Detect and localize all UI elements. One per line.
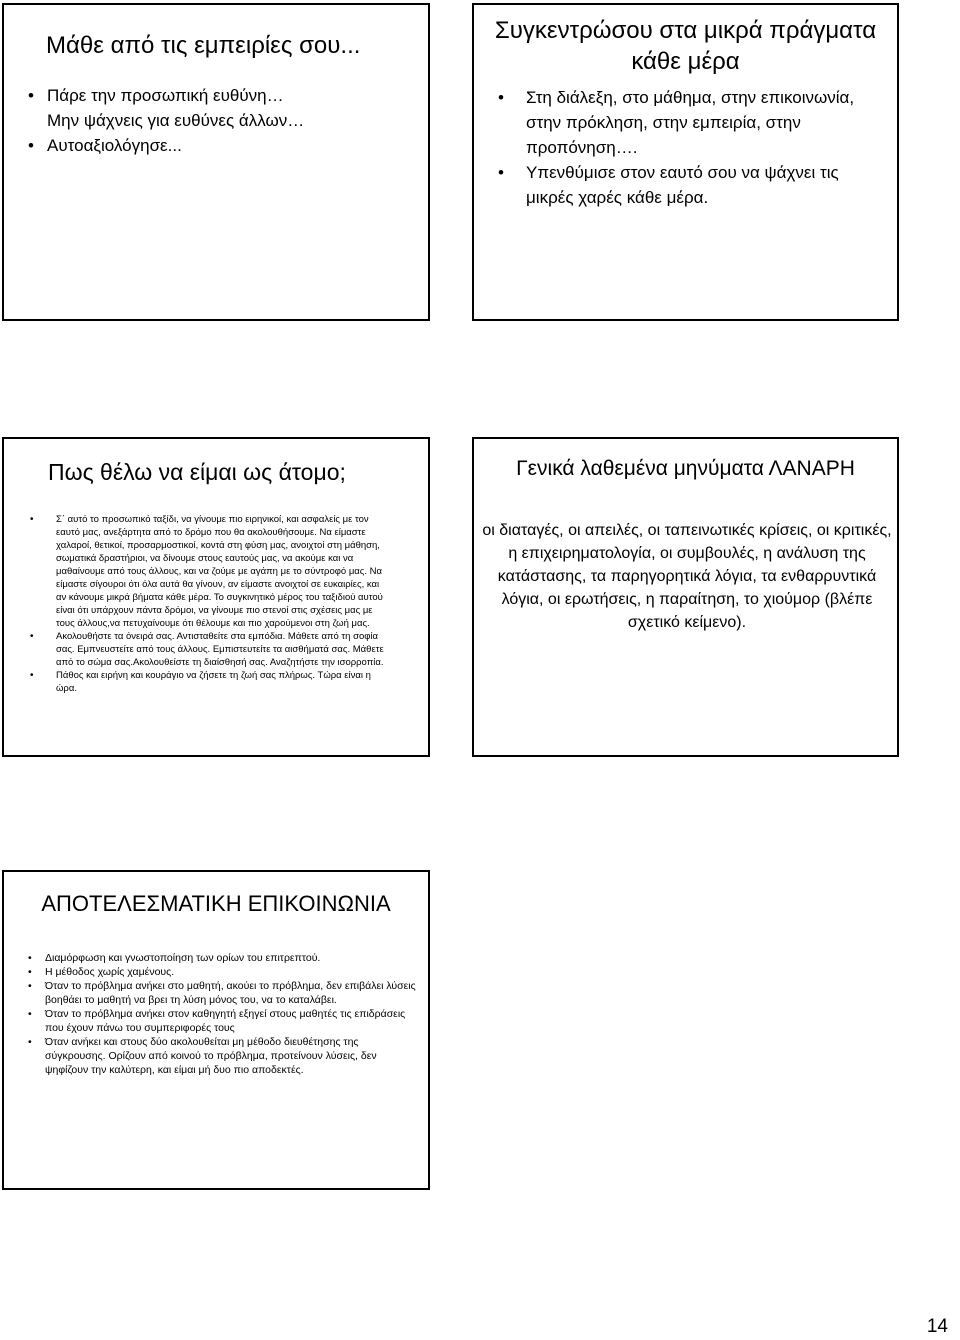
slide-4 [472,437,899,757]
list-item: • Η μέθοδος χωρίς χαμένους. [28,965,418,979]
bullet-list [28,83,418,158]
list-item: • Διαμόρφωση και γνωστοποίηση των ορίων του επιτρεπτού. [28,951,418,965]
slide-1 [2,3,430,321]
list-item: • Υπενθύμισε στον εαυτό σου να ψάχνει τις μικρές χαρές κάθε μέρα. [498,160,888,210]
list-item: Μην ψάχνεις για ευθύνες άλλων… [47,111,305,130]
list-item: • Αυτοαξιολόγησε... [28,133,418,158]
list-item: • Όταν ανήκει και στους δύο ακολουθείται μη μέθοδο διευθέτησης της σύγκρουσης. Ορίζουν από κοινού το πρόβλημα, προτείνουν λύσεις, δεν ψηφίζουν την καλύτερη, και είμαι μή δυο πιο αποδεκτές. [28,1035,418,1077]
list-item: • Όταν το πρόβλημα ανήκει στο μαθητή, ακούει το πρόβλημα, δεν επιβάλει λύσεις βοηθάει το μαθητή να βρει τη λύση μόνος του, να το καταλάβει. [28,979,418,1007]
list-item: • Πάθος και ειρήνη και κουράγιο να ζήσετε τη ζωή σας πλήρως. Τώρα είναι η ώρα. [30,669,390,695]
slide-title: Γενικά λαθεμένα μηνύματα ΛΑΝΑΡΗ [516,457,855,480]
slide-title: Πως θέλω να είμαι ως άτομο; [48,459,346,485]
list-item: • Πάρε την προσωπική ευθύνη… [28,83,418,108]
page-number: 14 [926,1316,948,1337]
list-item: • Ακολουθήστε τα όνειρά σας. Αντισταθείτε στα εμπόδια. Μάθετε από τη σοφία σας. Εμπνευστείτε από τους άλλους. Εμπιστευτείτε τα αισθήματά σας. Μάθετε από το σώμα σας.Ακολουθείστε τη διαίσθησή σας. Αναζητήστε την ισορροπία. [30,630,390,669]
bullet-list [30,513,390,695]
slide-5 [2,870,430,1190]
slide-body-text: οι διαταγές, οι απειλές, οι ταπεινωτικές κρίσεις, οι κριτικές, η επιχειρηματολογία, οι συμβουλές, η ανάλυση της κατάστασης, τα παρηγορητικά λόγια, τα ενθαρρυντικά λόγια, οι ερωτήσεις, η παραίτηση, το χιούμορ (βλέπε σχετικό κείμενο). [482,522,892,631]
list-item: • Σ΄ αυτό το προσωπικό ταξίδι, να γίνουμε πιο ειρηνικοί, και ασφαλείς με τον εαυτό μας, ανεξάρτητα από το δρόμο που θα ακολουθήσουμε. Να είμαστε χαλαροί, θετικοί, προσαρμοστικοί, κοντά στη φύση μας, ανοιχτοί στη μάθηση, σωματικά δραστήριοι, να δίνουμε στους εαυτούς μας, να ακούμε και να μαθαίνουμε από τους άλλους, και να ζούμε με αγάπη με το σύντροφό μας. Να είμαστε σίγουροι ότι όλα αυτά θα γίνουν, αν είμαστε ανοιχτοί σε ευκαιρίες, και αν κάνουμε μικρά βήματα κάθε μέρα. Το συγκινητικό μέρος του ταξιδιού αυτού είναι ότι υπάρχουν πάντα δρόμοι, να γίνουμε πιο στενοί στις σχέσεις μας με τους άλλους,να πετυχαίνουμε ότι θέλουμε και πιο χαρούμενοι στη ζωή μας. [30,513,390,630]
slide-title: ΑΠΟΤΕΛΕΣΜΑΤΙΚΗ ΕΠΙΚΟΙΝΩΝΙΑ [41,891,391,916]
slide-2 [472,3,899,321]
slide-title: Συγκεντρώσου στα μικρά πράγματα κάθε μέρα [494,17,877,75]
slide-title: Μάθε από τις εμπειρίες σου... [46,32,361,59]
bullet-list [498,85,888,210]
slide-3 [2,437,430,757]
list-item: • Στη διάλεξη, στο μάθημα, στην επικοινωνία, στην πρόκληση, στην εμπειρία, στην προπόνηση…. [498,85,888,160]
bullet-list [28,951,418,1077]
list-item: • Όταν το πρόβλημα ανήκει στον καθηγητή εξηγεί στους μαθητές τις επιδράσεις που έχουν πάνω του συμπεριφορές τους [28,1007,418,1035]
